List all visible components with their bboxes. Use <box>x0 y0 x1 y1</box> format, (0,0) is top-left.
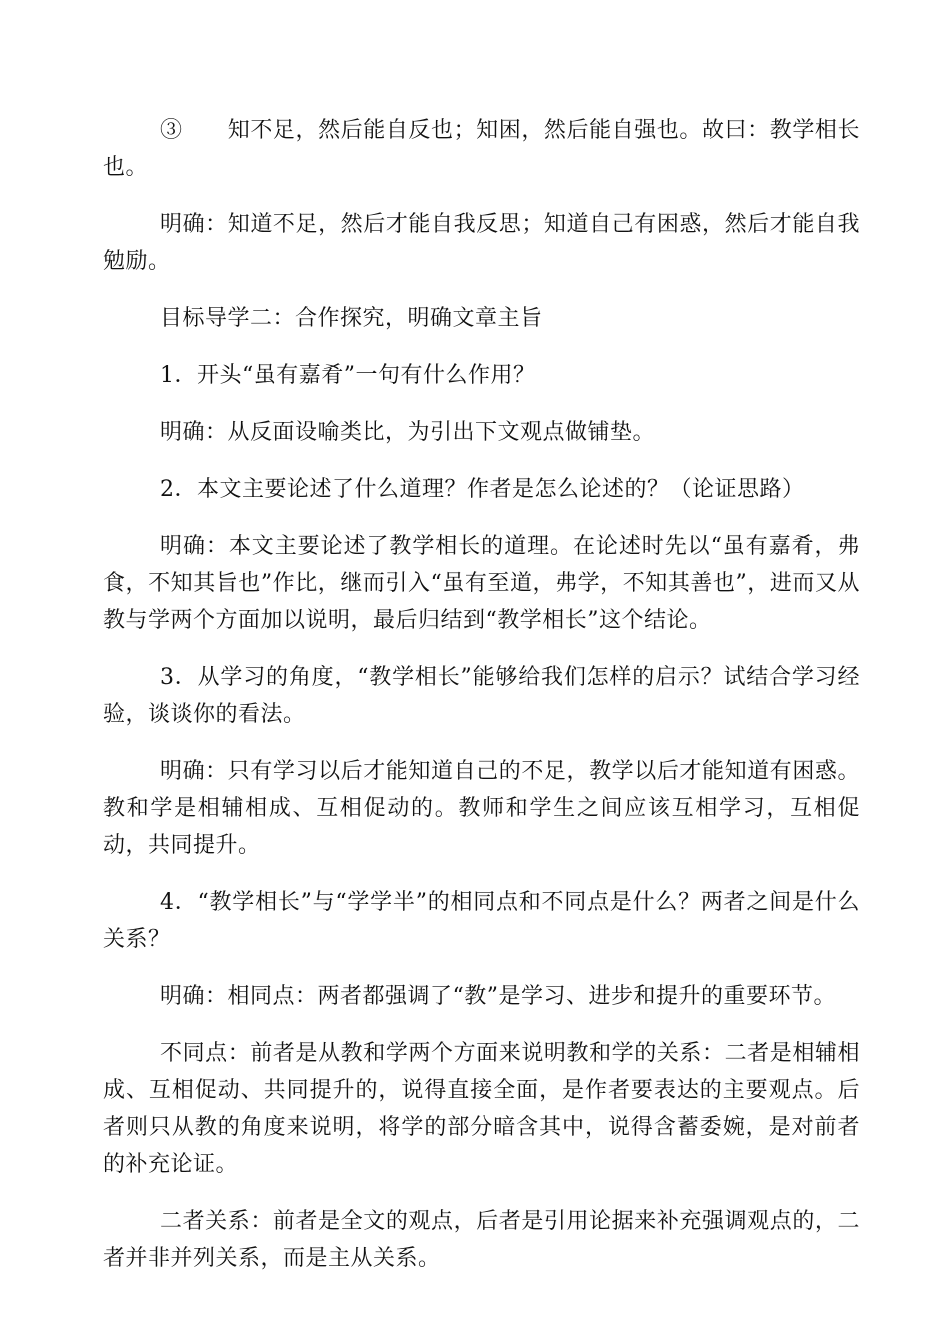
question-3: 3．从学习的角度，“教学相长”能够给我们怎样的启示？试结合学习经验，谈谈你的看法。 <box>103 665 860 727</box>
paragraph-answer-quote-3: 明确：知道不足，然后才能自我反思；知道自己有困惑，然后才能自我勉励。 <box>103 212 860 274</box>
answer-4-similarity: 明确：相同点：两者都强调了“教”是学习、进步和提升的重要环节。 <box>160 984 836 1009</box>
answer-2: 明确：本文主要论述了教学相长的道理。在论述时先以“虽有嘉肴，弗食，不知其旨也”作比，继而引入“虽有至道，弗学，不知其善也”，进而又从教与学两个方面加以说明，最后归结到“教学相长”这个结论。 <box>103 534 860 633</box>
answer-4-difference: 不同点：前者是从教和学两个方面来说明教和学的关系：二者是相辅相成、互相促动、共同提升的，说得直接全面，是作者要表达的主要观点。后者则只从教的角度来说明，将学的部分暗含其中，说得含蓄委婉，是对前者的补充论证。 <box>103 1041 860 1177</box>
paragraph-quote-3: ③ 知不足，然后能自反也；知困，然后能自强也。故曰：教学相长也。 <box>103 118 860 180</box>
answer-3: 明确：只有学习以后才能知道自己的不足，教学以后才能知道有困惑。教和学是相辅相成、互相促动的。教师和学生之间应该互相学习，互相促动，共同提升。 <box>103 759 860 858</box>
document-body <box>103 112 860 1297</box>
section-heading-goal-2: 目标导学二：合作探究，明确文章主旨 <box>160 306 543 331</box>
question-1: 1．开头“虽有嘉肴”一句有什么作用？ <box>160 363 536 388</box>
question-2: 2．本文主要论述了什么道理？作者是怎么论述的？（论证思路） <box>160 477 805 502</box>
answer-1: 明确：从反面设喻类比，为引出下文观点做铺垫。 <box>160 420 656 445</box>
question-4: 4．“教学相长”与“学学半”的相同点和不同点是什么？两者之间是什么关系？ <box>103 890 860 952</box>
answer-4-relationship: 二者关系：前者是全文的观点，后者是引用论据来补充强调观点的，二者并非并列关系，而是主从关系。 <box>103 1209 860 1271</box>
